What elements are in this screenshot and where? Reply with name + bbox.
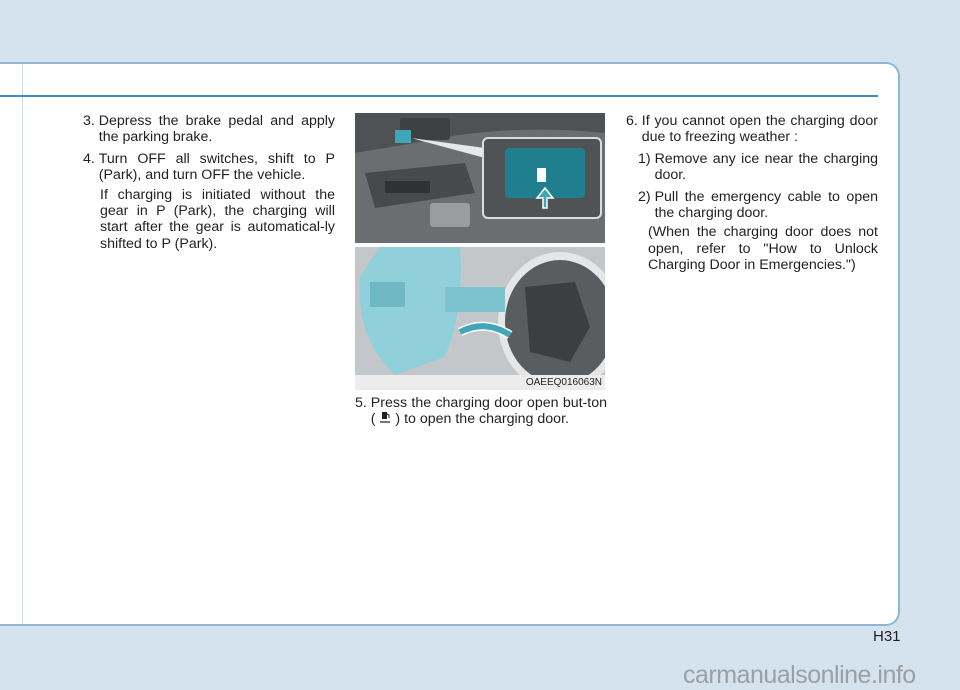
charging-door-open-icon (379, 412, 391, 424)
substep-number: 2) (638, 188, 655, 205)
column-left (83, 113, 335, 256)
header-rule (0, 95, 878, 97)
step-number: 4. (83, 150, 99, 167)
figure-caption: OAEEQ016063N (355, 375, 605, 390)
step-text-end: ) to open the charging door. (395, 411, 569, 428)
step-text: Depress the brake pedal and apply the parking brake. (98, 113, 335, 146)
column-right (626, 113, 878, 278)
step-5 (355, 395, 607, 433)
step-text: If you cannot open the charging door due to freezing weather : (641, 113, 878, 146)
step-4 (83, 151, 335, 184)
page-number: H31 (873, 628, 901, 645)
step-note: If charging is initiated without the gear in P (Park), the charging will start after the gear is automatical-ly shifted to P (Park). (100, 186, 335, 252)
substep-text: Pull the emergency cable to open the charging door. (654, 188, 878, 222)
step-6 (626, 113, 878, 146)
substep-2 (626, 189, 878, 222)
dashboard-button-illustration (355, 113, 605, 243)
margin-line (22, 64, 23, 624)
step-text: Turn OFF all switches, shift to P (Park), and turn OFF the vehicle. (98, 150, 335, 184)
step-text-start: Press the charging door open but-ton ( (370, 395, 607, 428)
step-number: 3. (83, 113, 99, 129)
substep-text: Remove any ice near the charging door. (654, 150, 878, 184)
substep-note: (When the charging door does not open, refer to "How to Unlock Charging Door in Emergencies.") (648, 224, 878, 274)
step-3 (83, 113, 335, 146)
watermark: carmanualsonline.info (683, 661, 916, 689)
step-number: 6. (626, 113, 642, 129)
substep-1 (626, 151, 878, 184)
charging-door-illustration (355, 247, 605, 375)
step-number: 5. (355, 395, 371, 411)
step-text (371, 395, 607, 428)
substep-number: 1) (638, 150, 655, 167)
